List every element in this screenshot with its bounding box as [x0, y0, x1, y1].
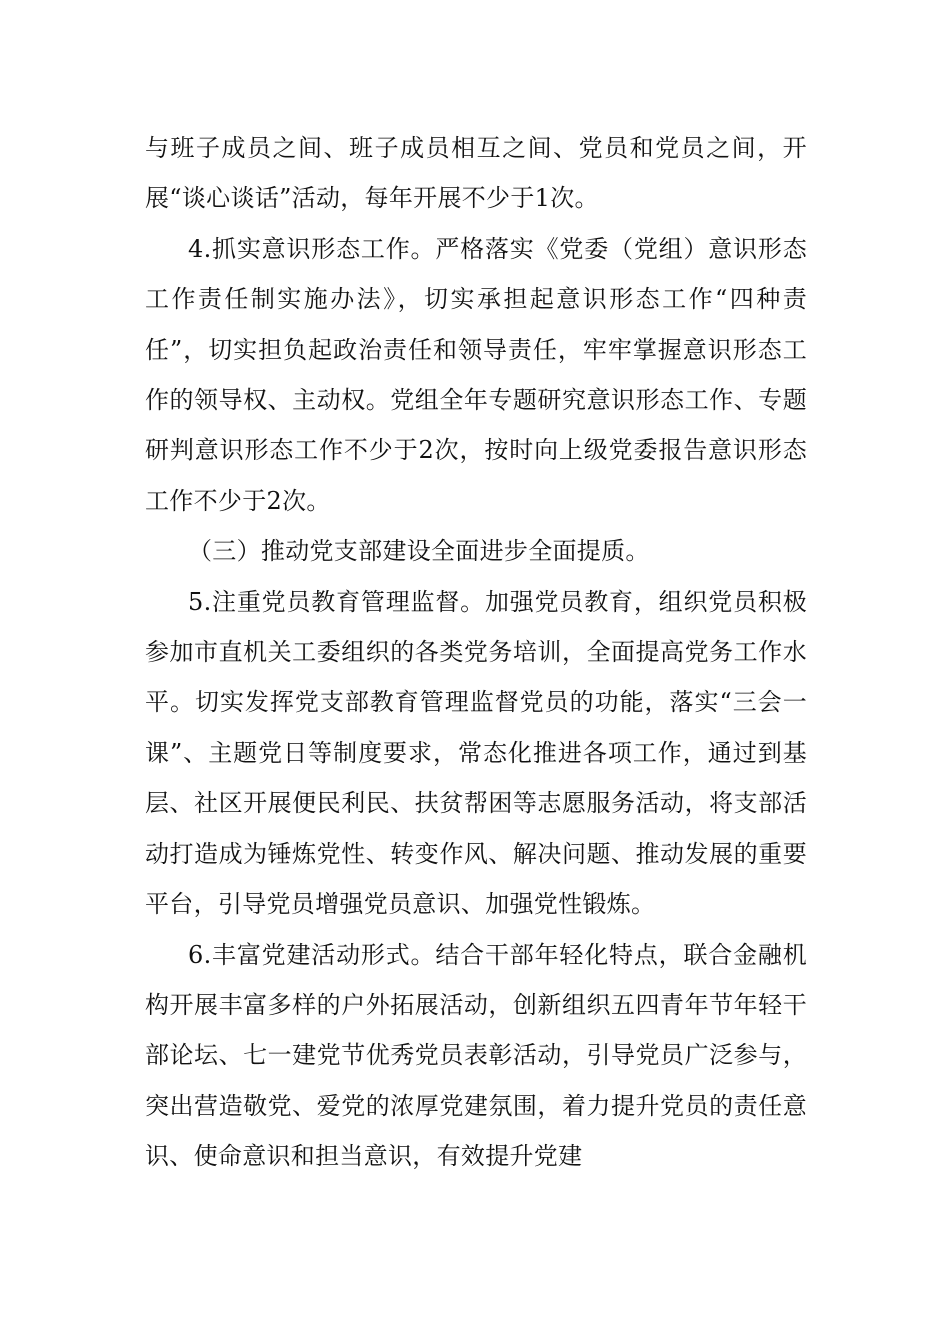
paragraph-continuation: 与班子成员之间、班子成员相互之间、党员和党员之间，开展“谈心谈话”活动，每年开展不少于1次。 [145, 134, 807, 213]
paragraph-ideology-work: 4.抓实意识形态工作。严格落实《党委（党组）意识形态工作责任制实施办法》，切实承担起意识形态工作“四种责任”，切实担负起政治责任和领导责任，牢牢掌握意识形态工作的领导权、主动权。党组全年专题研究意识形态工作、专题研判意识形态工作不少于2次，按时向上级党委报告意识形态工作不少于2次。 [145, 234, 807, 515]
paragraph-party-activities: 6.丰富党建活动形式。结合干部年轻化特点，联合金融机构开展丰富多样的户外拓展活动，创新组织五四青年节年轻干部论坛、七一建党节优秀党员表彰活动，引导党员广泛参与，突出营造敬党、爱党的浓厚党建氛围，着力提升党员的责任意识、使命意识和担当意识，有效提升党建 [145, 940, 807, 1171]
paragraph-member-education: 5.注重党员教育管理监督。加强党员教育，组织党员积极参加市直机关工委组织的各类党务培训，全面提高党务工作水平。切实发挥党支部教育管理监督党员的功能，落实“三会一课”、主题党日等制度要求，常态化推进各项工作，通过到基层、社区开展便民利民、扶贫帮困等志愿服务活动，将支部活动打造成为锤炼党性、转变作风、解决问题、推动发展的重要平台，引导党员增强党员意识、加强党性锻炼。 [145, 587, 807, 919]
document-body [145, 123, 807, 1182]
section-heading-branch-construction: （三）推动党支部建设全面进步全面提质。 [188, 537, 650, 566]
